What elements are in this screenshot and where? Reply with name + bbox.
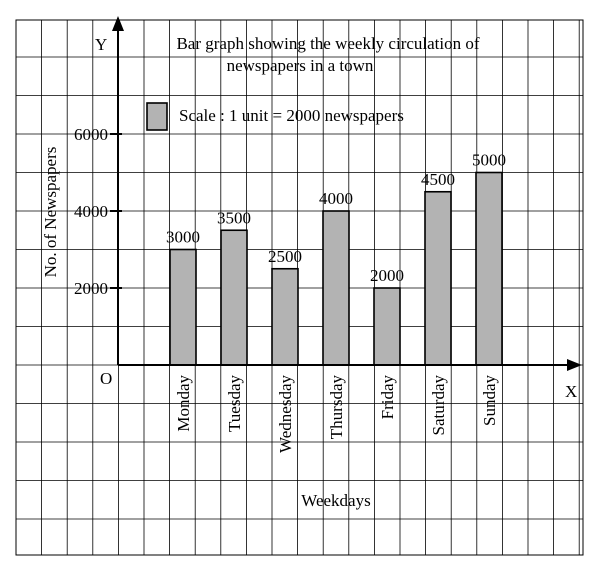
bar-friday (374, 288, 400, 365)
x-axis-letter: X (565, 382, 578, 401)
y-axis-arrow (112, 16, 124, 31)
x-axis-label: Weekdays (301, 491, 371, 510)
bar-tuesday (221, 230, 247, 365)
y-axis-label: No. of Newspapers (41, 146, 60, 278)
data-label-thursday: 4000 (319, 189, 353, 208)
data-label-monday: 3000 (166, 227, 200, 247)
chart-title-line-1: Bar graph showing the weekly circulation of (176, 34, 480, 53)
bar-thursday (323, 211, 349, 365)
y-tick-label: 4000 (74, 202, 108, 221)
data-label-saturday: 4500 (421, 169, 455, 189)
bar-sunday (476, 173, 502, 366)
category-label-saturday: Saturday (429, 375, 448, 436)
category-label-tuesday: Tuesday (225, 375, 244, 432)
y-axis-letter: Y (95, 35, 108, 54)
legend-label: Scale : 1 unit = 2000 newspapers (179, 106, 404, 125)
chart-title-line-2: newspapers in a town (226, 56, 374, 75)
y-ticks-group (74, 125, 122, 298)
category-label-monday: Monday (174, 375, 193, 432)
bar-wednesday (272, 269, 298, 365)
category-labels-group (174, 375, 499, 453)
y-tick-label: 6000 (74, 125, 108, 144)
data-label-wednesday: 2500 (268, 246, 302, 266)
bar-monday (170, 250, 196, 366)
legend-swatch (147, 103, 167, 130)
data-label-tuesday: 3500 (217, 208, 251, 228)
x-axis-arrow (567, 359, 582, 371)
origin-label: O (100, 369, 113, 388)
data-label-friday: 2000 (370, 266, 404, 285)
data-label-sunday: 5000 (472, 150, 506, 170)
category-label-thursday: Thursday (327, 375, 346, 440)
category-label-friday: Friday (378, 375, 397, 420)
y-tick-label: 2000 (74, 279, 108, 298)
bar-saturday (425, 192, 451, 365)
category-label-wednesday: Wednesday (276, 375, 295, 453)
category-label-sunday: Sunday (480, 375, 499, 426)
